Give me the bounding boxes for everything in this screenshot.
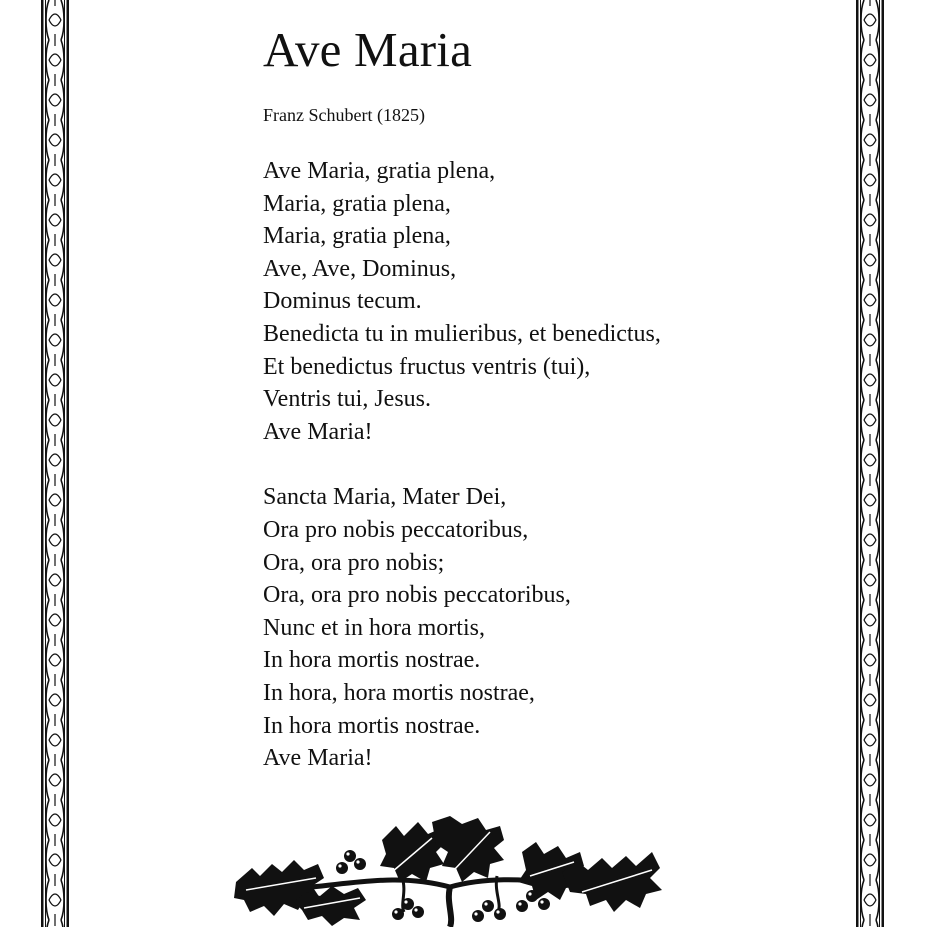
- left-ornamental-border-icon: [40, 0, 70, 927]
- page-title: Ave Maria: [263, 22, 473, 77]
- lyric-line: Benedicta tu in mulieribus, et benedictus,: [263, 320, 661, 347]
- right-ornamental-border-icon: [855, 0, 885, 927]
- lyric-line: Ave Maria, gratia plena,: [263, 158, 496, 184]
- lyric-line: Sancta Maria, Mater Dei,: [263, 484, 507, 511]
- lyric-line: In hora mortis nostrae.: [263, 712, 481, 739]
- holly-sprig-icon: [232, 812, 668, 927]
- lyric-line: Ave, Ave, Dominus,: [263, 255, 457, 282]
- lyric-line: Ora, ora pro nobis;: [263, 549, 445, 576]
- lyric-line: Ave Maria!: [263, 418, 373, 445]
- lyric-line: Maria, gratia plena,: [263, 190, 451, 217]
- lyric-line: Dominus tecum.: [263, 288, 422, 315]
- stanza-2: [263, 481, 823, 774]
- lyric-line: In hora, hora mortis nostrae,: [263, 679, 535, 706]
- lyric-line: Ora, ora pro nobis peccatoribus,: [263, 582, 571, 609]
- lyrics-sheet: [263, 22, 823, 775]
- lyric-line: Nunc et in hora mortis,: [263, 614, 485, 641]
- lyric-line: Ventris tui, Jesus.: [263, 386, 431, 413]
- lyric-line: Ora pro nobis peccatoribus,: [263, 516, 529, 543]
- lyric-line: In hora mortis nostrae.: [263, 647, 481, 674]
- lyric-line: Et benedictus fructus ventris (tui),: [263, 353, 591, 380]
- composer-credit: Franz Schubert (1825): [263, 105, 425, 125]
- stanza-1: [263, 155, 823, 448]
- lyric-line: Maria, gratia plena,: [263, 223, 451, 250]
- lyric-line: Ave Maria!: [263, 745, 373, 772]
